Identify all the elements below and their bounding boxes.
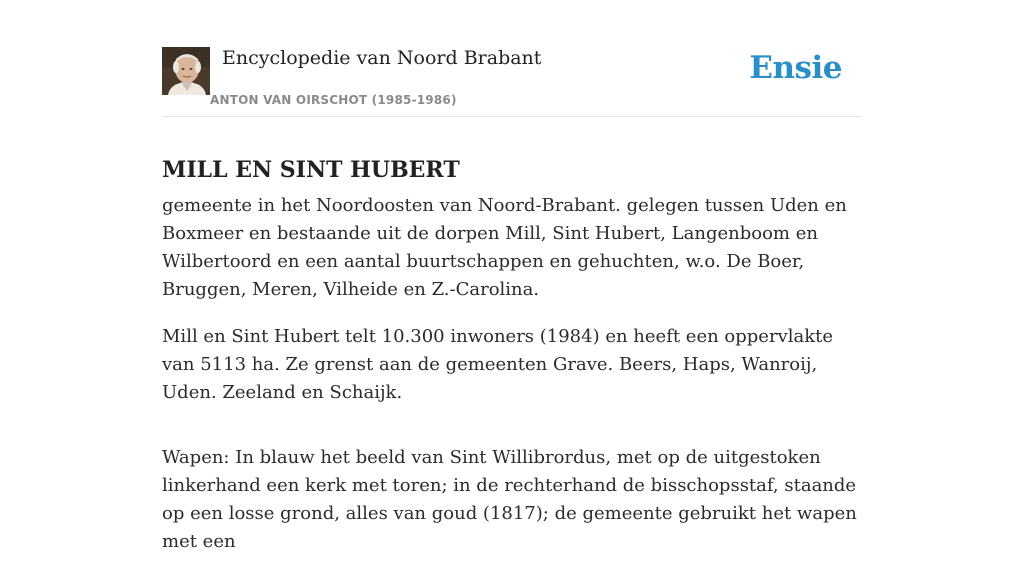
paragraph: Wapen: In blauw het beeld van Sint Willibrordus, met op de uitgestoken linkerhand een kerk met toren; in de rechterhand de bisschopsstaf, staande op een losse grond, alles van goud (1817); de gemeente gebruikt het wapen met een <box>162 447 857 552</box>
author-avatar[interactable] <box>162 47 210 95</box>
article-title: MILL EN SINT HUBERT <box>162 156 460 183</box>
header <box>162 46 862 117</box>
paragraph: Mill en Sint Hubert telt 10.300 inwoners (1984) en heeft een oppervlakte van 5113 ha. Ze grenst aan de gemeenten Grave. Beers, Haps, Wanroij, Uden. Zeeland en Schaijk. <box>162 326 834 403</box>
portrait-icon <box>162 47 210 95</box>
ensie-logo[interactable]: Ensie <box>749 50 842 86</box>
paragraph: gemeente in het Noordoosten van Noord-Brabant. gelegen tussen Uden en Boxmeer en bestaande uit de dorpen Mill, Sint Hubert, Langenboom en Wilbertoord en een aantal buurtschappen en gehuchten, w.o. De Boer, Bruggen, Meren, Vilheide en Z.-Carolina. <box>162 195 847 300</box>
article-body <box>162 192 866 575</box>
site-title[interactable]: Encyclopedie van Noord Brabant <box>222 47 542 69</box>
author-name[interactable]: ANTON VAN OIRSCHOT (1985-1986) <box>210 93 457 107</box>
